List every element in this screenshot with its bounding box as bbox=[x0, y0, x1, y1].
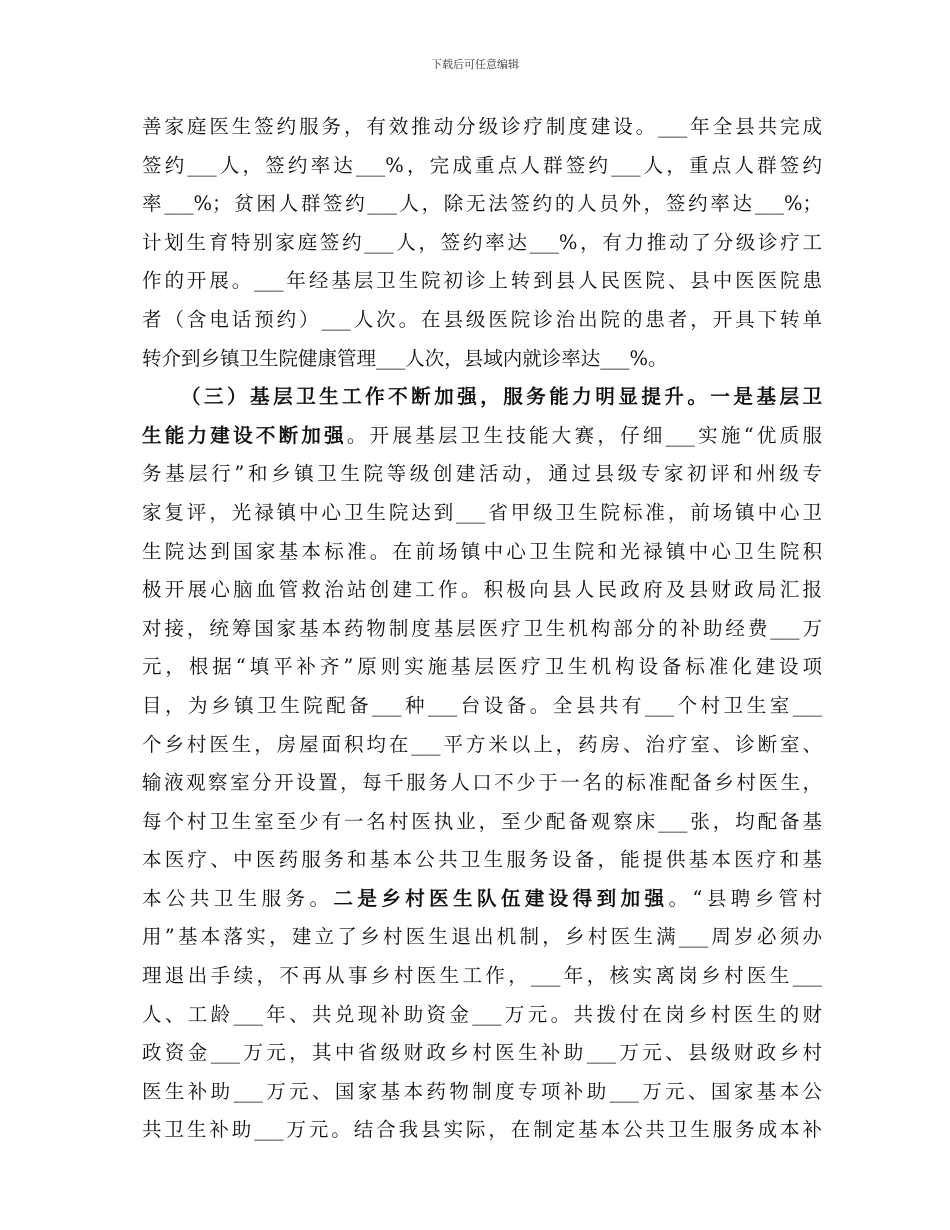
text-line bbox=[142, 224, 822, 263]
text-segment: 。开展基层卫生技能大赛，仔细___实施“优质服 bbox=[346, 423, 822, 447]
text-line bbox=[142, 455, 822, 494]
text-line bbox=[142, 185, 822, 224]
text-line bbox=[142, 957, 822, 996]
text-segment: 极开展心脑血管救治站创建工作。积极向县人民政府及县财政局汇报 bbox=[142, 578, 822, 602]
text-segment: 对接，统筹国家基本药物制度基层医疗卫生机构部分的补助经费___万 bbox=[142, 616, 822, 640]
text-segment: 人、工龄___年、共兑现补助资金___万元。共拨付在岗乡村医生的财 bbox=[142, 1002, 822, 1026]
text-line bbox=[142, 1034, 822, 1073]
text-line bbox=[142, 378, 822, 417]
text-line bbox=[142, 610, 822, 649]
text-segment: 个乡村医生，房屋面积均在___平方米以上，药房、治疗室、诊断室、 bbox=[142, 732, 822, 756]
text-segment: 用”基本落实，建立了乡村医生退出机制，乡村医生满___周岁必须办 bbox=[142, 925, 822, 949]
text-segment: 共卫生补助___万元。结合我县实际，在制定基本公共卫生服务成本补 bbox=[142, 1118, 822, 1142]
bold-text-segment: （三）基层卫生工作不断加强，服务能力明显提升。一是基层卫 bbox=[181, 385, 822, 409]
text-line bbox=[142, 1073, 822, 1112]
text-segment: 家复评，光禄镇中心卫生院达到___省甲级卫生院标准，前场镇中心卫 bbox=[142, 500, 822, 524]
bold-text-segment: 生能力建设不断加强 bbox=[142, 423, 347, 447]
text-line bbox=[142, 880, 822, 919]
text-line bbox=[142, 841, 822, 880]
text-segment: 率___%；贫困人群签约___人，除无法签约的人员外，签约率达___%； bbox=[142, 192, 822, 216]
text-line bbox=[142, 533, 822, 572]
document-body bbox=[142, 108, 822, 1150]
text-line bbox=[142, 1111, 822, 1150]
page-header: 下载后可任意编辑 bbox=[431, 58, 519, 71]
text-segment: 本公共卫生服务。 bbox=[142, 886, 334, 910]
text-segment: 本医疗、中医药服务和基本公共卫生服务设备，能提供基本医疗和基 bbox=[142, 848, 822, 872]
text-line bbox=[142, 571, 822, 610]
text-segment: 输液观察室分开设置，每千服务人口不少于一名的标准配备乡村医生， bbox=[142, 771, 822, 795]
text-segment: 每个村卫生室至少有一名村医执业，至少配备观察床___张，均配备基 bbox=[142, 809, 822, 833]
text-segment: 签约___人，签约率达___%，完成重点人群签约___人，重点人群签约 bbox=[142, 153, 822, 177]
text-line bbox=[142, 494, 822, 533]
text-segment: 目，为乡镇卫生院配备___种___台设备。全县共有___个村卫生室___ bbox=[142, 693, 822, 717]
text-line bbox=[142, 340, 822, 379]
text-segment: 作的开展。___年经基层卫生院初诊上转到县人民医院、县中医医院患 bbox=[142, 269, 822, 293]
text-line bbox=[142, 147, 822, 186]
text-line bbox=[142, 726, 822, 765]
text-segment: 务基层行”和乡镇卫生院等级创建活动，通过县级专家初评和州级专 bbox=[142, 462, 822, 486]
text-line bbox=[142, 301, 822, 340]
text-segment: 元，根据“填平补齐”原则实施基层医疗卫生机构设备标准化建设项 bbox=[142, 655, 822, 679]
text-segment: 生院达到国家基本标准。在前场镇中心卫生院和光禄镇中心卫生院积 bbox=[142, 539, 822, 563]
bold-text-segment: 二是乡村医生队伍建设得到加强 bbox=[333, 886, 669, 910]
text-segment: 转介到乡镇卫生院健康管理___人次，县域内就诊率达___%。 bbox=[142, 346, 668, 370]
text-segment: 者（含电话预约）___人次。在县级医院诊治出院的患者，开具下转单 bbox=[142, 307, 822, 331]
text-line bbox=[142, 648, 822, 687]
text-line bbox=[142, 262, 822, 301]
text-segment: 计划生育特别家庭签约___人，签约率达___%，有力推动了分级诊疗工 bbox=[142, 230, 822, 254]
text-segment: 政资金___万元，其中省级财政乡村医生补助___万元、县级财政乡村 bbox=[142, 1041, 822, 1065]
text-line bbox=[142, 687, 822, 726]
text-line bbox=[142, 803, 822, 842]
text-line bbox=[142, 108, 822, 147]
text-line bbox=[142, 996, 822, 1035]
text-segment: 。“县聘乡管村 bbox=[668, 886, 822, 910]
text-line bbox=[142, 417, 822, 456]
text-line bbox=[142, 918, 822, 957]
text-segment: 理退出手续，不再从事乡村医生工作，___年，核实离岗乡村医生___ bbox=[142, 964, 822, 988]
text-segment: 善家庭医生签约服务，有效推动分级诊疗制度建设。___年全县共完成 bbox=[142, 115, 822, 138]
text-segment: 医生补助___万元、国家基本药物制度专项补助___万元、国家基本公 bbox=[142, 1079, 822, 1103]
text-line bbox=[142, 764, 822, 803]
